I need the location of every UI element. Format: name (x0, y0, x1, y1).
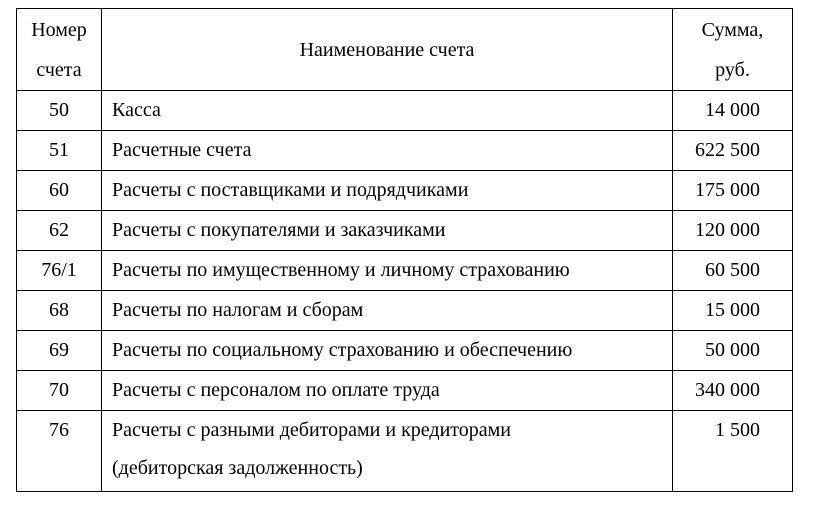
account-number: 68 (17, 291, 102, 331)
table-row (17, 251, 793, 291)
account-amount: 622 500 (673, 131, 793, 171)
account-number: 76/1 (17, 251, 102, 291)
accounts-table (16, 8, 793, 492)
table-row (17, 131, 793, 171)
account-name: Расчеты по налогам и сборам (102, 291, 673, 331)
account-name: Расчеты с покупателями и заказчиками (102, 211, 673, 251)
table-header-row (17, 9, 793, 91)
account-name: Расчеты с персоналом по оплате труда (102, 371, 673, 411)
account-name-line1: Расчеты с разными дебиторами и кредиторами (112, 419, 512, 441)
account-name: Расчетные счета (102, 131, 673, 171)
header-account-number-line1: Номер (31, 18, 87, 41)
account-name (102, 411, 673, 492)
account-name: Касса (102, 91, 673, 131)
table-row (17, 331, 793, 371)
account-name-line2: (дебиторская задолженность) (112, 457, 363, 479)
account-amount: 60 500 (673, 251, 793, 291)
account-name: Расчеты по имущественному и личному страхованию (102, 251, 673, 291)
header-amount (673, 9, 793, 91)
account-amount: 175 000 (673, 171, 793, 211)
account-number: 50 (17, 91, 102, 131)
account-amount: 120 000 (673, 211, 793, 251)
table-row (17, 211, 793, 251)
account-number: 70 (17, 371, 102, 411)
header-account-number (17, 9, 102, 91)
table-row (17, 291, 793, 331)
accounts-table-container (16, 8, 793, 492)
table-row (17, 91, 793, 131)
header-amount-line1: Сумма, (701, 18, 764, 41)
header-amount-line2: руб. (715, 58, 750, 81)
account-number: 62 (17, 211, 102, 251)
table-row (17, 371, 793, 411)
account-amount: 50 000 (673, 331, 793, 371)
table-row (17, 171, 793, 211)
account-number: 51 (17, 131, 102, 171)
account-number: 76 (17, 411, 102, 492)
account-number: 60 (17, 171, 102, 211)
account-amount: 14 000 (673, 91, 793, 131)
account-amount: 1 500 (673, 411, 793, 492)
account-amount: 15 000 (673, 291, 793, 331)
account-name: Расчеты по социальному страхованию и обеспечению (102, 331, 673, 371)
account-name: Расчеты с поставщиками и подрядчиками (102, 171, 673, 211)
account-number: 69 (17, 331, 102, 371)
header-account-number-line2: счета (36, 58, 82, 81)
table-row (17, 411, 793, 492)
account-amount: 340 000 (673, 371, 793, 411)
header-account-name: Наименование счета (102, 9, 673, 91)
